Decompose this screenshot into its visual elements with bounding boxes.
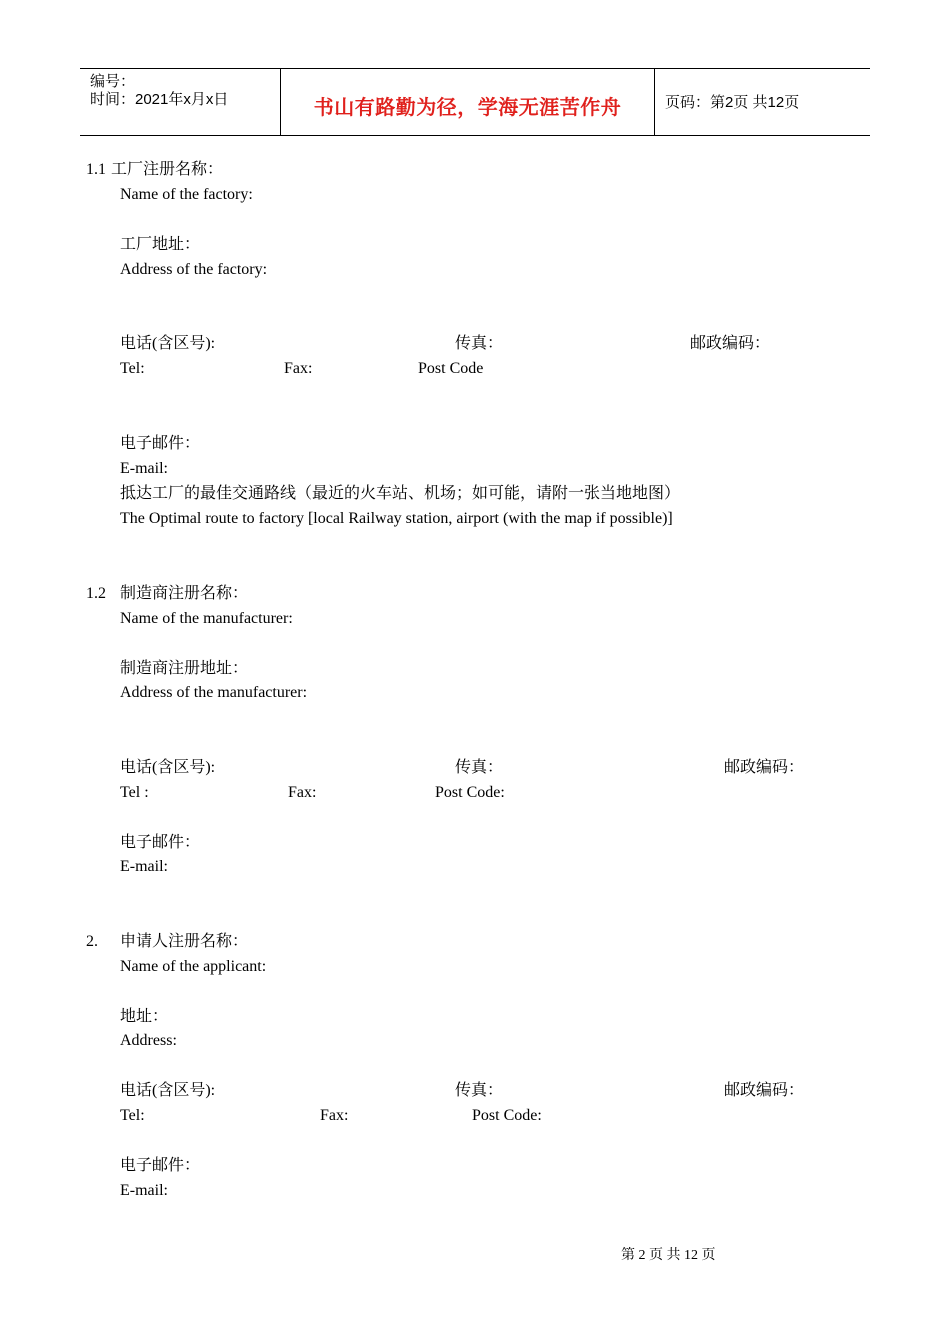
route-label-en: The Optimal route to factory [local Railway station, airport (with the map if possible)] xyxy=(120,510,673,527)
email-label-cn: 电子邮件： xyxy=(120,834,201,851)
postcode-label-cn: 邮政编码： xyxy=(690,335,771,352)
phone-label-cn: 电话(含区号): xyxy=(120,335,216,352)
applicant-name-label-en: Name of the applicant: xyxy=(120,958,267,975)
fax-label-cn: 传真： xyxy=(455,335,504,352)
postcode-label-cn: 邮政编码： xyxy=(724,1082,805,1099)
header-motto-cell xyxy=(281,69,655,135)
phone-label-cn: 电话(含区号): xyxy=(120,759,216,776)
postcode-label-cn: 邮政编码： xyxy=(724,759,805,776)
tel-label-en: Tel: xyxy=(120,360,145,377)
factory-name-label-en: Name of the factory: xyxy=(120,186,253,203)
fax-label-en: Fax: xyxy=(320,1107,349,1124)
serial-label: 编号： xyxy=(90,73,136,90)
page-header xyxy=(80,68,870,136)
motto-text: 书山有路勤为径，学海无涯苦作舟 xyxy=(313,95,622,119)
postcode-label-en: Post Code: xyxy=(435,784,505,801)
tel-label-en: Tel : xyxy=(120,784,149,801)
header-page-cell xyxy=(655,69,870,135)
tel-label-en: Tel: xyxy=(120,1107,145,1124)
page-footer: 第 2 页 共 12 页 xyxy=(621,1248,716,1263)
section-number: 2. xyxy=(86,933,98,950)
factory-name-label-cn: 工厂注册名称： xyxy=(111,161,224,178)
applicant-address-label-en: Address: xyxy=(120,1032,177,1049)
header-page-info: 页码：第2页 共12页 xyxy=(665,94,800,111)
factory-address-label-cn: 工厂地址： xyxy=(120,236,201,253)
fax-label-en: Fax: xyxy=(284,360,313,377)
manufacturer-name-label-en: Name of the manufacturer: xyxy=(120,610,293,627)
postcode-label-en: Post Code: xyxy=(472,1107,542,1124)
header-meta-cell xyxy=(80,69,281,135)
email-label-en: E-mail: xyxy=(120,858,168,875)
section-number: 1.1 xyxy=(86,161,106,178)
applicant-name-label-cn: 申请人注册名称： xyxy=(120,933,249,950)
applicant-address-label-cn: 地址： xyxy=(120,1008,169,1025)
postcode-label-en: Post Code xyxy=(418,360,484,377)
email-label-cn: 电子邮件： xyxy=(120,1157,201,1174)
email-label-en: E-mail: xyxy=(120,1182,168,1199)
manufacturer-name-label-cn: 制造商注册名称： xyxy=(120,585,249,602)
factory-address-label-en: Address of the factory: xyxy=(120,261,268,278)
fax-label-cn: 传真： xyxy=(455,759,504,776)
manufacturer-address-label-en: Address of the manufacturer: xyxy=(120,684,308,701)
manufacturer-address-label-cn: 制造商注册地址： xyxy=(120,660,249,677)
email-label-en: E-mail: xyxy=(120,460,168,477)
route-label-cn: 抵达工厂的最佳交通路线（最近的火车站、机场；如可能，请附一张当地地图） xyxy=(120,485,681,502)
time-label: 时间：2021年x月x日 xyxy=(90,91,229,108)
fax-label-en: Fax: xyxy=(288,784,317,801)
fax-label-cn: 传真： xyxy=(455,1082,504,1099)
email-label-cn: 电子邮件： xyxy=(120,435,201,452)
section-number: 1.2 xyxy=(86,585,106,602)
phone-label-cn: 电话(含区号): xyxy=(120,1082,216,1099)
